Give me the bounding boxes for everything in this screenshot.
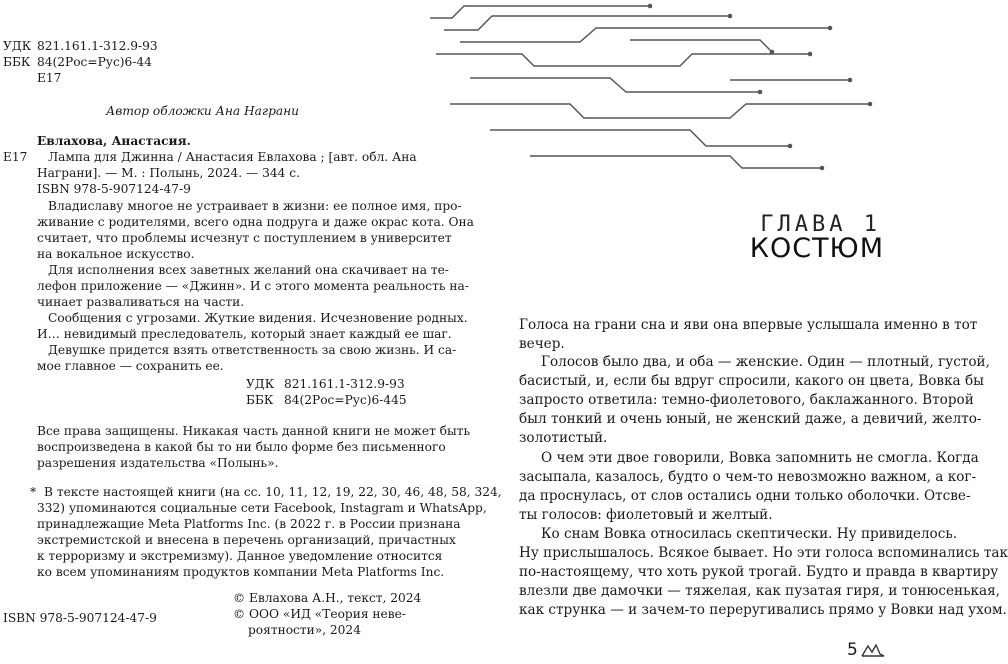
body-line: да проснулась, от слов остались одни только оболочки. Отсве-	[519, 488, 971, 504]
footnote-mark: *	[30, 485, 37, 499]
bbk-value: 84(2Рос=Рус)6-44	[37, 55, 152, 69]
annotation-line: на вокальное искусство.	[37, 247, 195, 261]
body-line: золотистый.	[519, 430, 608, 446]
rights-line: воспроизведена в какой бы то ни было форме без письменного	[37, 440, 446, 454]
annotation-line: лефон приложение — «Джинн». И с этого момента реальность на-	[37, 279, 469, 293]
chapter-title: КОСТЮМ	[749, 233, 884, 264]
footnote-line: экстремистской и внесена в перечень организаций, причастных	[37, 533, 456, 547]
copyright-line: роятности», 2024	[248, 623, 361, 637]
catalog-isbn: ISBN 978-5-907124-47-9	[37, 182, 191, 196]
body-line: был тонкий и очень юный, не женский даже, а девичий, желто-	[519, 411, 982, 427]
annotation-line: чинает разваливаться на части.	[37, 295, 245, 309]
catalog-line: Награни]. — М. : Полынь, 2024. — 344 с.	[37, 166, 300, 180]
footnote-line: В тексте настоящей книги (на сс. 10, 11, 12, 19, 22, 30, 46, 48, 58, 324,	[44, 485, 502, 499]
annotation-line: Для исполнения всех заветных желаний она скачивает на те-	[48, 263, 449, 277]
copyright-line: © ООО «ИД «Теория неве-	[233, 607, 406, 621]
footnote-line: ко всем упоминаниям продуктов компании Meta Platforms Inc.	[37, 565, 445, 579]
bbk-label: ББК	[3, 55, 31, 69]
footnote-line: к терроризму и экстремизму). Данное уведомление относится	[37, 549, 443, 563]
annotation-line: Сообщения с угрозами. Жуткие видения. Исчезновение родных.	[48, 311, 468, 325]
body-line: по-настоящему, что хоть рукой трогай. Будто и правда в квартиру	[519, 564, 999, 580]
body-line: Ну прислышалось. Всякое бывает. Но эти голоса вспоминались так	[519, 545, 1008, 561]
catalog-author: Евлахова, Анастасия.	[37, 134, 191, 148]
body-line: Голоса на грани сна и яви она впервые услышала именно в тот	[519, 317, 978, 333]
udc-label: УДК	[3, 39, 32, 53]
udc-label-2: УДК	[246, 377, 275, 391]
bbk-label-2: ББК	[246, 393, 274, 407]
copyright-line: © Евлахова А.Н., текст, 2024	[233, 591, 422, 605]
body-line: Ко снам Вовка относилась скептически. Ну привиделось.	[541, 526, 958, 542]
rights-line: разрешения издательства «Полынь».	[37, 456, 279, 470]
annotation-line: И… невидимый преследователь, который знает каждый ее шаг.	[37, 327, 452, 341]
annotation-line: живание с родителями, всего одна подруга и даже окрас кота. Она	[37, 215, 474, 229]
footnote-line: 332) упоминаются социальные сети Facebook, Instagram и WhatsApp,	[37, 501, 487, 515]
isbn: ISBN 978-5-907124-47-9	[3, 611, 157, 625]
cover-credit: Автор обложки Ана Награни	[106, 104, 300, 118]
circuit-lines-icon	[430, 0, 891, 180]
body-line: О чем эти двое говорили, Вовка запомнить не смогла. Когда	[541, 450, 979, 466]
catalog-mark: Е17	[3, 150, 28, 164]
udc-value: 821.161.1-312.9-93	[37, 39, 158, 53]
body-line: влезли две дамочки — тяжелая, как пузатая гиря, и тонюсенькая,	[519, 583, 1000, 599]
annotation-line: Владиславу многое не устраивает в жизни: ее полное имя, про-	[48, 199, 462, 213]
udc-value-2: 821.161.1-312.9-93	[284, 377, 405, 391]
body-line: басистый, и, если бы вдруг спросили, какого он цвета, Вовка бы	[519, 373, 984, 389]
bbk-value-2: 84(2Рос=Рус)6-445	[284, 393, 407, 407]
body-line: ты голосов: фиолетовый и желтый.	[519, 507, 773, 523]
body-line: вечер.	[519, 336, 565, 352]
body-line: засыпала, казалось, будто о чем-то невозможно важном, а ког-	[519, 469, 977, 485]
page-ornament-icon	[860, 642, 886, 658]
body-line: как струнка — и зачем-то переругивались прямо у Вовки над ухом.	[519, 602, 1007, 618]
annotation-line: считает, что проблемы исчезнут с поступлением в университет	[37, 231, 452, 245]
rights-line: Все права защищены. Никакая часть данной книги не может быть	[37, 424, 471, 438]
catalog-line: Лампа для Джинна / Анастасия Евлахова ; [авт. обл. Ана	[48, 150, 417, 164]
annotation-line: мое главное — сохранить ее.	[37, 359, 224, 373]
author-mark: Е17	[37, 71, 62, 85]
footnote-line: принадлежащие Meta Platforms Inc. (в 2022 г. в России признана	[37, 517, 461, 531]
annotation-line: Девушке придется взять ответственность за свою жизнь. И са-	[48, 343, 457, 357]
body-line: Голосов было два, и оба — женские. Один — плотный, густой,	[541, 354, 990, 370]
body-line: запросто ответила: темно-фиолетового, баклажанного. Второй	[519, 392, 974, 408]
chapter-label: ГЛАВА 1	[760, 212, 881, 237]
page-number: 5	[847, 640, 858, 660]
